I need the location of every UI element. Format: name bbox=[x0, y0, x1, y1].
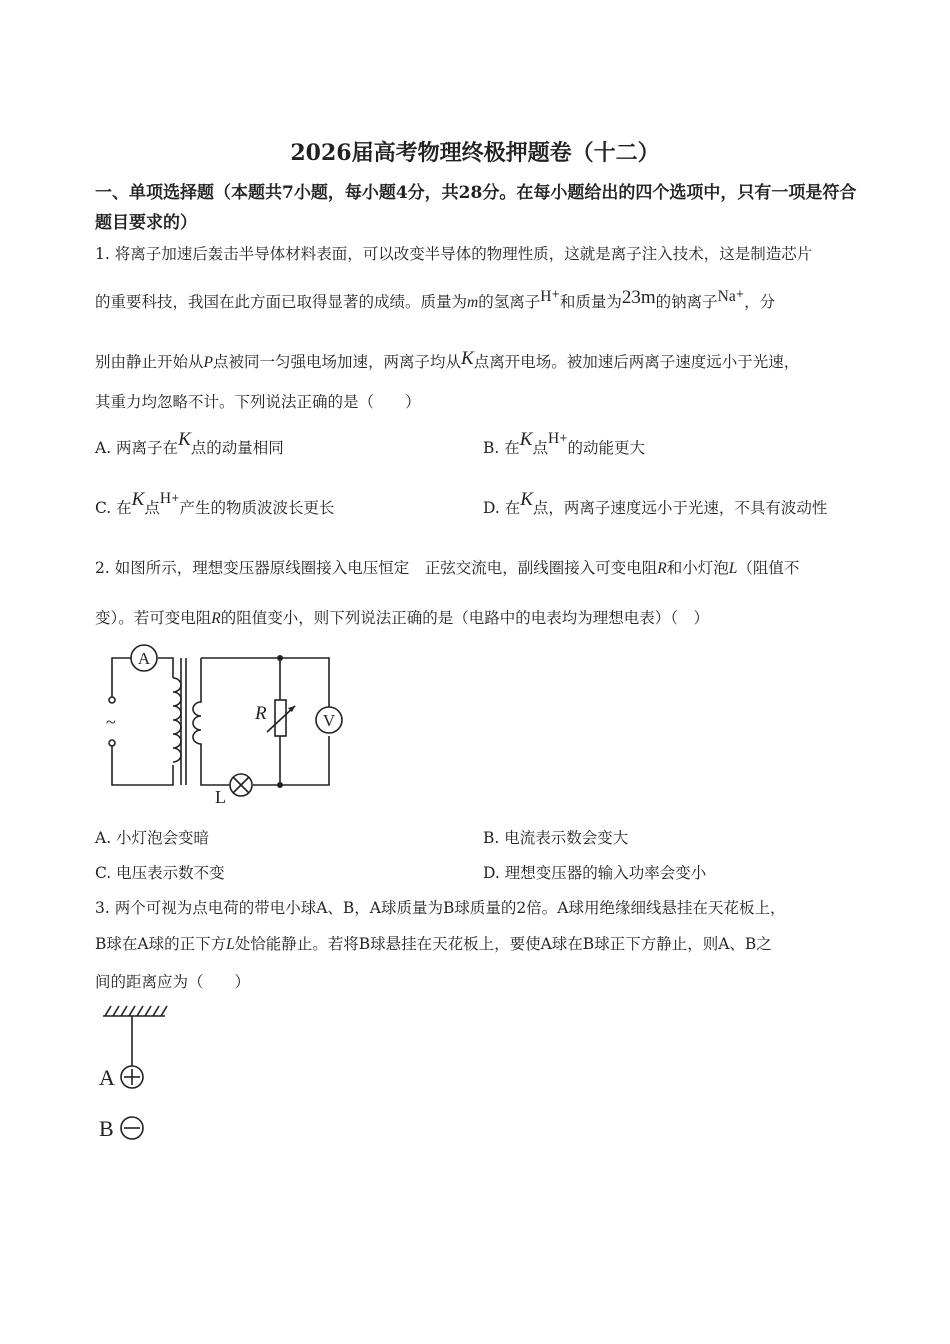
q2-option-b: B. 电流表示数会变大 bbox=[483, 829, 629, 847]
q2-option-a: A. 小灯泡会变暗 bbox=[95, 829, 210, 847]
q1-option-b: B. 在K点H+的动能更大 bbox=[483, 429, 646, 457]
q2-line2: 变）。若可变电阻R的阻值变小，则下列说法正确的是（电路中的电表均为理想电表）（ ） bbox=[95, 609, 709, 627]
ac-source-label: ~ bbox=[106, 712, 116, 732]
page-title: 2026届高考物理终极押题卷（十二） bbox=[290, 140, 660, 166]
q3-line1: 3. 两个可视为点电荷的带电小球A、B，A球质量为B球质量的2倍。A球用绝缘细线悬挂在天花板上， bbox=[95, 899, 786, 917]
q3-line3: 间的距离应为（ ） bbox=[95, 973, 251, 991]
primary-coil bbox=[173, 678, 181, 762]
section-heading: 一、单项选择题（本题共7小题，每小题4分，共28分。在每小题给出的四个选项中，只有一项是符合题目要求的） bbox=[95, 183, 857, 233]
resistor-label: R bbox=[255, 703, 267, 724]
q1-option-a: A. 两离子在K点的动量相同 bbox=[95, 429, 284, 457]
q1-line2: 的重要科技，我国在此方面已取得显著的成绩。质量为m的氢离子H+和质量为23m的钠离子Na+，分 bbox=[95, 287, 776, 311]
transformer-circuit-figure bbox=[95, 640, 345, 810]
lamp-label: L bbox=[215, 787, 226, 807]
voltmeter-label: V bbox=[322, 711, 336, 730]
hanging-charges-figure bbox=[95, 1000, 185, 1150]
input-terminal-top bbox=[109, 697, 115, 703]
q1-option-c: C. 在K点H+产生的物质波波长更长 bbox=[95, 489, 335, 517]
ball-b-label: B bbox=[99, 1116, 114, 1141]
q2-line1: 2. 如图所示，理想变压器原线圈接入电压恒定 正弦交流电，副线圈接入可变电阻R和小灯泡L（阻值不 bbox=[95, 559, 800, 577]
q1-line4: 其重力均忽略不计。下列说法正确的是（ ） bbox=[95, 393, 421, 411]
q1-line1: 1. 将离子加速后轰击半导体材料表面，可以改变半导体的物理性质，这就是离子注入技术，这是制造芯片 bbox=[95, 245, 813, 263]
q3-line2: B球在A球的正下方L处恰能静止。若将B球悬挂在天花板上，要使A球在B球正下方静止，则A、B之 bbox=[95, 935, 772, 953]
q1-option-d: D. 在K点，两离子速度远小于光速，不具有波动性 bbox=[483, 489, 828, 517]
ball-a-label: A bbox=[99, 1065, 115, 1090]
q2-option-d: D. 理想变压器的输入功率会变小 bbox=[483, 864, 707, 882]
variable-resistor bbox=[275, 700, 286, 736]
input-terminal-bottom bbox=[109, 740, 115, 746]
secondary-coil bbox=[193, 658, 230, 785]
q2-option-c: C. 电压表示数不变 bbox=[95, 864, 225, 882]
ammeter-label: A bbox=[137, 649, 151, 668]
q1-line3: 别由静止开始从P点被同一匀强电场加速，两离子均从K点离开电场。被加速后两离子速度远小于光速， bbox=[95, 348, 800, 371]
